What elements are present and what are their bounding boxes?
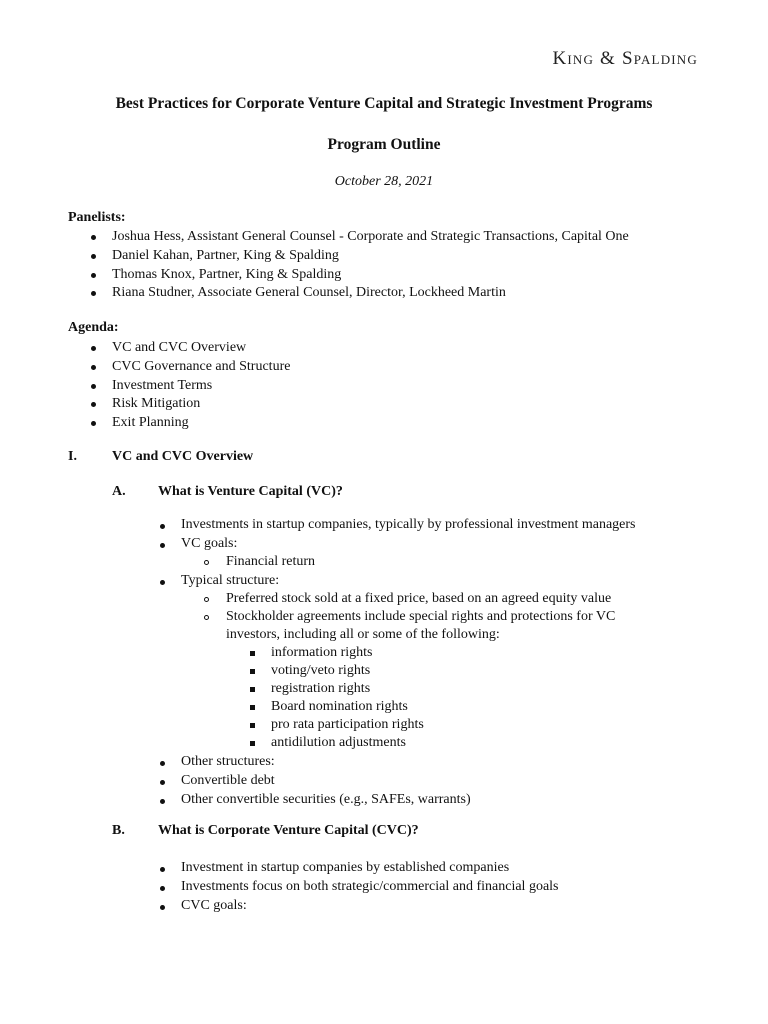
list-item: Investments focus on both strategic/commercial and financial goals xyxy=(181,879,559,894)
list-item: pro rata participation rights xyxy=(271,717,424,732)
subsection-number: A. xyxy=(112,484,126,499)
bullet-icon xyxy=(160,543,165,548)
list-item: Other structures: xyxy=(181,754,275,769)
square-bullet-icon xyxy=(250,651,255,656)
company-logo: King & Spalding xyxy=(552,48,698,69)
square-bullet-icon xyxy=(250,723,255,728)
bullet-icon xyxy=(160,780,165,785)
list-item: Riana Studner, Associate General Counsel, Director, Lockheed Martin xyxy=(112,284,629,303)
list-item: Joshua Hess, Assistant General Counsel - Corporate and Strategic Transactions, Capital One xyxy=(112,228,629,247)
list-item: antidilution adjustments xyxy=(271,735,406,750)
square-bullet-icon xyxy=(250,741,255,746)
square-bullet-icon xyxy=(250,705,255,710)
subsection-title: What is Corporate Venture Capital (CVC)? xyxy=(158,823,419,838)
list-item: Investment Terms xyxy=(112,377,290,396)
list-item: Other convertible securities (e.g., SAFEs, warrants) xyxy=(181,792,471,807)
list-item: Financial return xyxy=(226,554,316,569)
list-item: Convertible debt xyxy=(181,773,275,788)
list-item: Investment in startup companies by established companies xyxy=(181,860,510,875)
bullet-icon xyxy=(160,905,165,910)
bullet-icon xyxy=(160,799,165,804)
circle-bullet-icon xyxy=(204,615,209,620)
bullet-icon xyxy=(91,273,96,278)
square-bullet-icon xyxy=(250,669,255,674)
bullet-icon xyxy=(160,867,165,872)
bullet-icon xyxy=(91,235,96,240)
circle-bullet-icon xyxy=(204,560,209,565)
list-item: Daniel Kahan, Partner, King & Spalding xyxy=(112,247,629,266)
list-item: CVC Governance and Structure xyxy=(112,358,290,377)
list-item: VC goals: xyxy=(181,536,238,551)
agenda-list xyxy=(112,339,290,433)
subsection-title: What is Venture Capital (VC)? xyxy=(158,484,343,499)
section-number: I. xyxy=(68,449,77,464)
list-item: Exit Planning xyxy=(112,414,290,433)
list-item: Stockholder agreements include special rights and protections for VC xyxy=(226,609,616,624)
list-item: Preferred stock sold at a fixed price, based on an agreed equity value xyxy=(226,591,612,606)
list-item: information rights xyxy=(271,645,373,660)
document-date: October 28, 2021 xyxy=(334,174,434,189)
bullet-icon xyxy=(91,254,96,259)
list-item: Risk Mitigation xyxy=(112,395,290,414)
bullet-icon xyxy=(160,524,165,529)
list-item: registration rights xyxy=(271,681,371,696)
document-title: Best Practices for Corporate Venture Capital and Strategic Investment Programs xyxy=(115,95,653,112)
bullet-icon xyxy=(91,346,96,351)
list-item: CVC goals: xyxy=(181,898,247,913)
subsection-number: B. xyxy=(112,823,125,838)
bullet-icon xyxy=(160,886,165,891)
list-item: Investments in startup companies, typically by professional investment managers xyxy=(181,517,636,532)
list-item: Thomas Knox, Partner, King & Spalding xyxy=(112,266,629,285)
bullet-icon xyxy=(91,421,96,426)
bullet-icon xyxy=(160,761,165,766)
circle-bullet-icon xyxy=(204,597,209,602)
list-item: voting/veto rights xyxy=(271,663,371,678)
bullet-icon xyxy=(160,580,165,585)
list-item-continuation: investors, including all or some of the following: xyxy=(226,627,500,642)
bullet-icon xyxy=(91,402,96,407)
agenda-label: Agenda: xyxy=(68,320,119,335)
bullet-icon xyxy=(91,365,96,370)
list-item: Board nomination rights xyxy=(271,699,408,714)
list-item: Typical structure: xyxy=(181,573,280,588)
bullet-icon xyxy=(91,291,96,296)
panelists-list xyxy=(112,228,629,303)
document-subtitle: Program Outline xyxy=(327,136,441,153)
panelists-label: Panelists: xyxy=(68,210,126,225)
bullet-icon xyxy=(91,384,96,389)
square-bullet-icon xyxy=(250,687,255,692)
section-title: VC and CVC Overview xyxy=(112,449,254,464)
list-item: VC and CVC Overview xyxy=(112,339,290,358)
